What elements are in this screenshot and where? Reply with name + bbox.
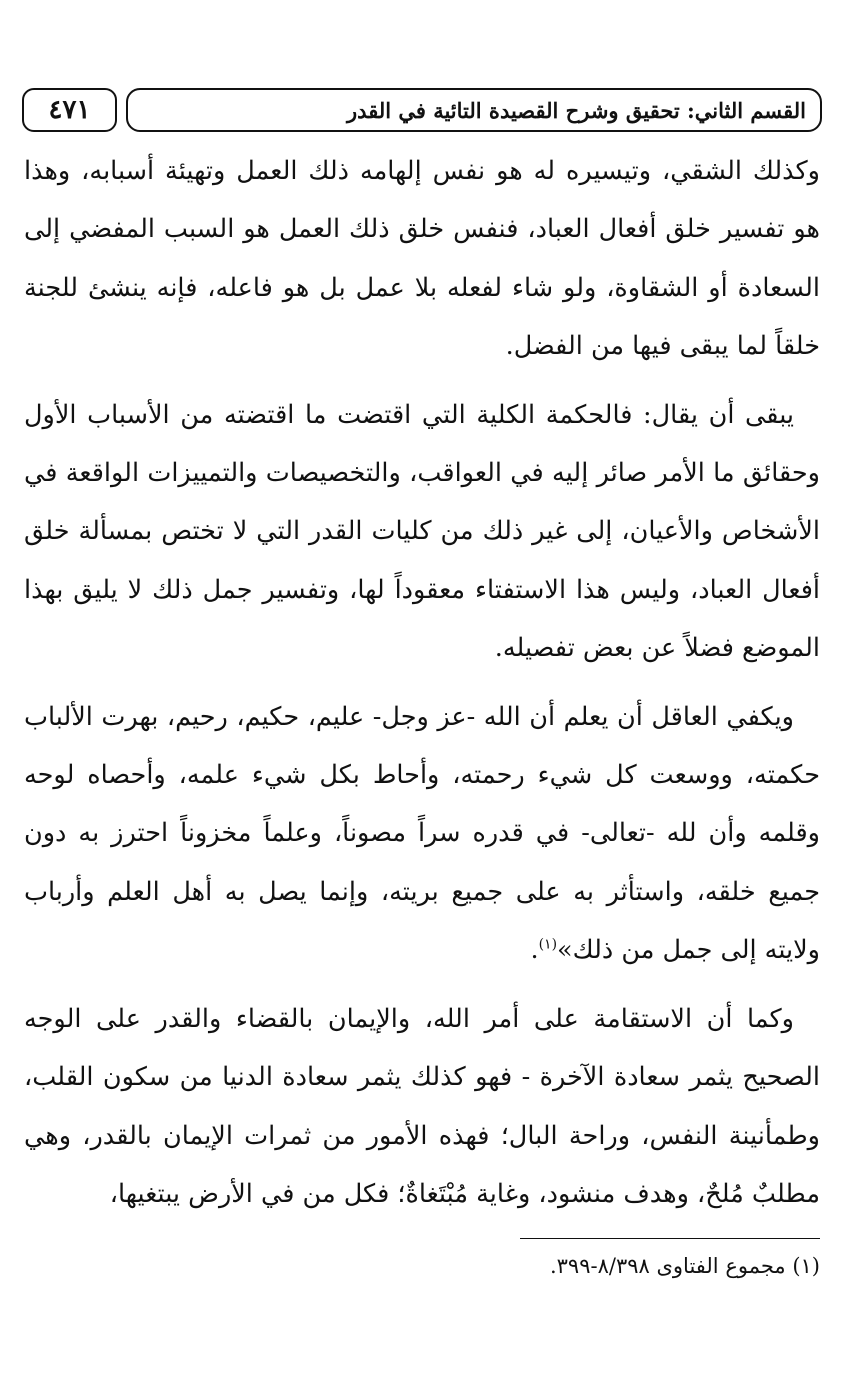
- footnote-divider: [520, 1238, 820, 1239]
- paragraph-1: وكذلك الشقي، وتيسيره له هو نفس إلهامه ذلك العمل وتهيئة أسبابه، وهذا هو تفسير خلق أفعال العباد، فنفس خلق ذلك العمل هو السبب المفضي إلى السعادة أو الشقاوة، ولو شاء لفعله بلا عمل بل هو فاعله، فإنه ينشئ للجنة خلقاً لما يبقى فيها من الفضل.: [24, 156, 820, 362]
- paragraph-2: يبقى أن يقال: فالحكمة الكلية التي اقتضت ما اقتضته من الأسباب الأول وحقائق ما الأمر صائر إليه في العواقب، والتخصيصات والتمييزات الواقعة في الأشخاص والأعيان، إلى غير ذلك من كليات القدر التي لا تختص بمسألة خلق أفعال العباد، وليس هذا الاستفتاء معقوداً لها، وتفسير جمل ذلك لا يليق بهذا الموضع فضلاً عن بعض تفصيله.: [24, 399, 820, 664]
- page-number: ٤٧١: [22, 88, 117, 132]
- paragraph-3: [24, 688, 820, 980]
- paragraph-3-text: ويكفي العاقل أن يعلم أن الله -عز وجل- عليم، حكيم، رحيم، بهرت الألباب حكمته، ووسعت كل شيء رحمته، وأحاط بكل شيء علمه، وأحصاه لوحه وقلمه وأن لله -تعالى- في قدره سراً مصوناً، وعلماً مخزوناً احترز به دون جميع خلقه، واستأثر به على جميع بريته، وإنما يصل به أهل العلم وأرباب ولايته إلى جمل من ذلك»: [24, 701, 820, 966]
- page-header: [22, 88, 822, 134]
- running-title: القسم الثاني: تحقيق وشرح القصيدة التائية في القدر: [126, 88, 822, 132]
- body-text: [24, 142, 820, 1223]
- footnote-reference: (١): [538, 936, 558, 953]
- paragraph-3-end: .: [530, 935, 539, 966]
- paragraph-4: وكما أن الاستقامة على أمر الله، والإيمان بالقضاء والقدر على الوجه الصحيح يثمر سعادة الآخرة - فهو كذلك يثمر سعادة الدنيا من سكون القلب، وطمأنينة النفس، وراحة البال؛ فهذه الأمور من ثمرات الإيمان بالقدر، وهي مطلبٌ مُلحٌ، وهدف منشود، وغاية مُبْتَغاةٌ؛ فكل من في الأرض يبتغيها،: [24, 1003, 820, 1209]
- footnote: (١) مجموع الفتاوى ٨/٣٩٨-٣٩٩.: [549, 1254, 820, 1278]
